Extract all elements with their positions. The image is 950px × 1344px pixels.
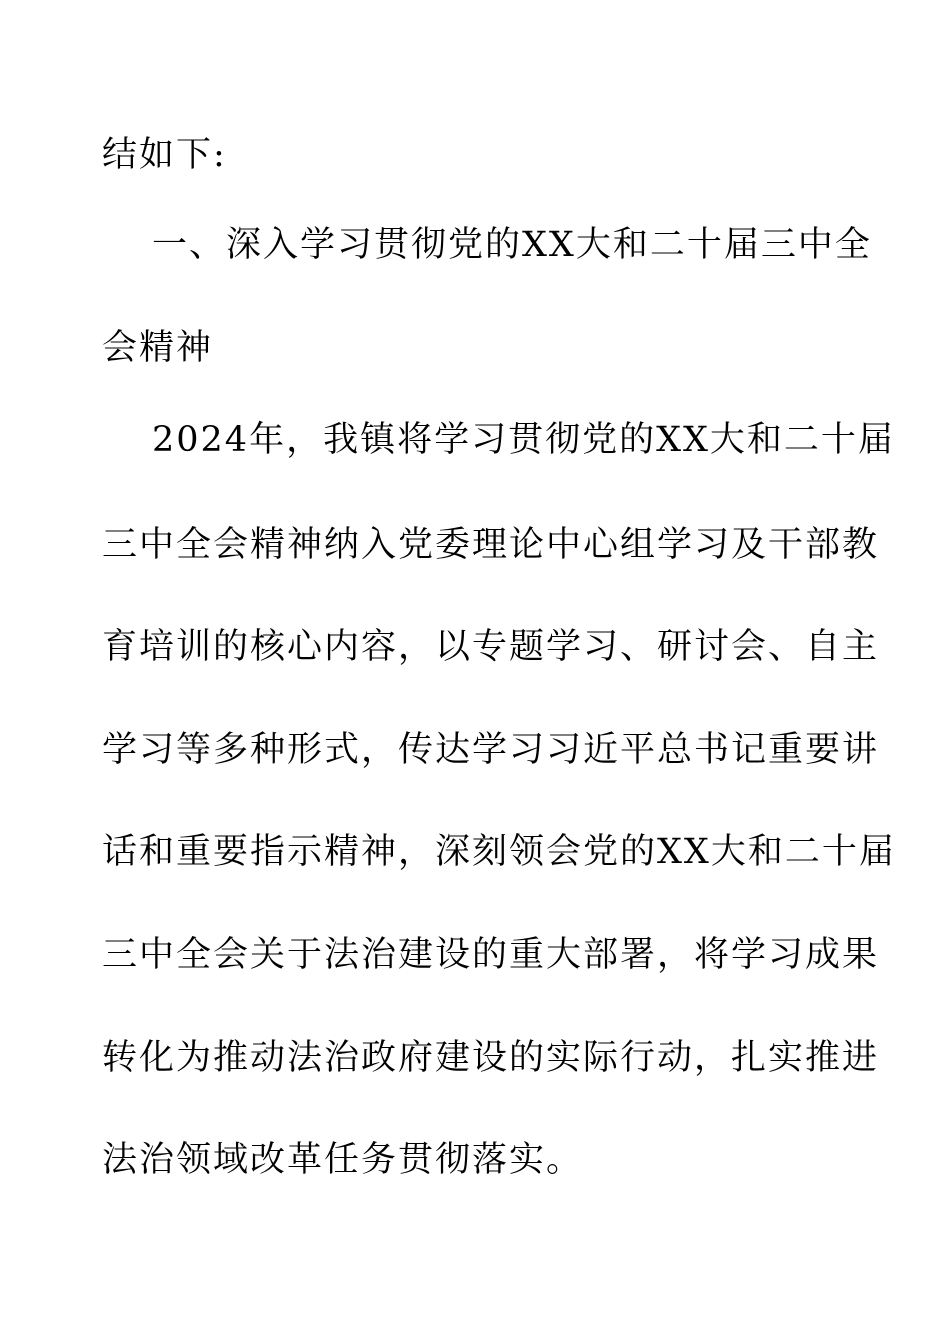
section-heading-line: 会精神 — [102, 328, 214, 368]
text-line: 三中全会关于法治建设的重大部署，将学习成果 — [102, 935, 880, 975]
text-line: 法治领域改革任务贯彻落实。 — [102, 1140, 584, 1180]
text-line: 三中全会精神纳入党委理论中心组学习及干部教 — [102, 525, 880, 565]
section-heading-line: 一、深入学习贯彻党的XX大和二十届三中全 — [152, 225, 872, 265]
text-line: 育培训的核心内容，以专题学习、研讨会、自主 — [102, 627, 880, 667]
text-line: 2024年，我镇将学习贯彻党的XX大和二十届 — [152, 420, 895, 460]
text-line: 结如下: — [102, 135, 227, 175]
text-line: 学习等多种形式，传达学习习近平总书记重要讲 — [102, 730, 880, 770]
text-line: 转化为推动法治政府建设的实际行动，扎实推进 — [102, 1038, 880, 1078]
text-line: 话和重要指示精神，深刻领会党的XX大和二十届 — [102, 832, 896, 872]
